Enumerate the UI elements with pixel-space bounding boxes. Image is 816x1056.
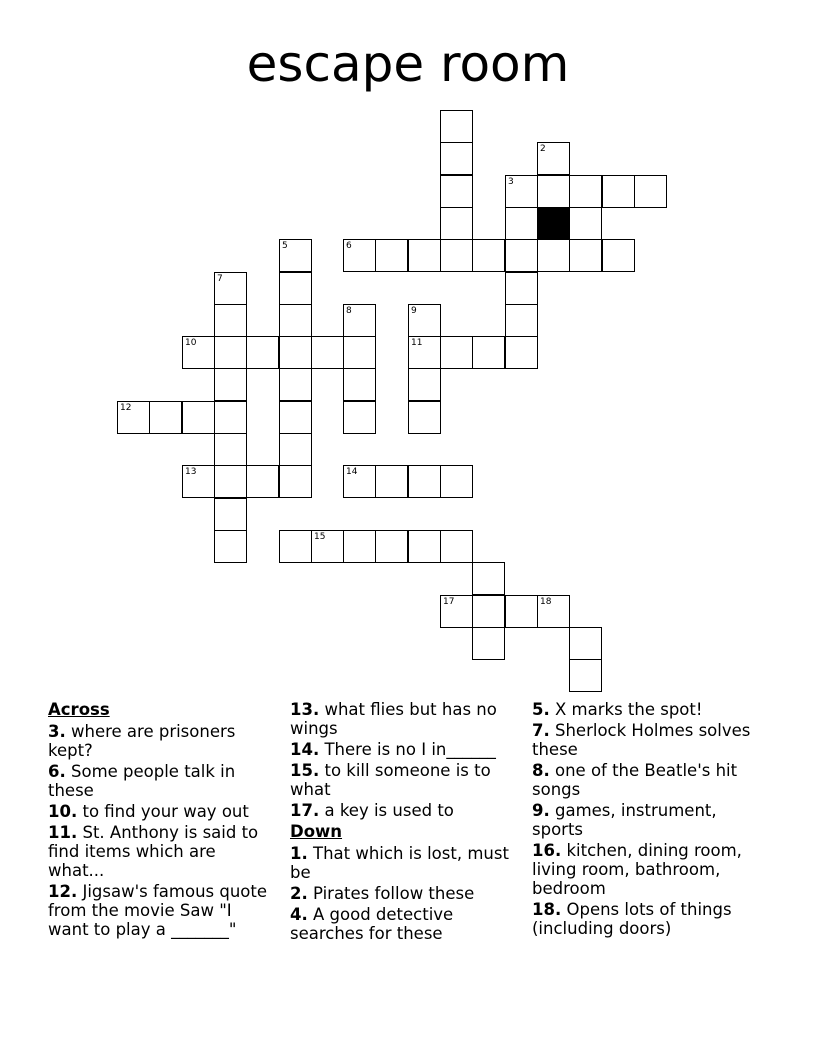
grid-cell[interactable] [408,368,441,401]
grid-cell[interactable] [537,239,570,272]
grid-cell[interactable] [214,530,247,563]
clue-label-number: 17. [290,801,320,820]
clue-item [48,802,276,821]
grid-cell[interactable] [279,304,312,337]
grid-cell[interactable] [408,336,441,369]
grid-cell[interactable] [472,595,505,628]
grid-cell[interactable] [343,465,376,498]
clue-item [48,762,276,800]
clue-item [532,841,768,898]
grid-cell[interactable] [569,627,602,660]
clue-number: 6 [346,241,352,251]
clue-item [290,801,518,820]
grid-cell[interactable] [279,368,312,401]
clue-label-number: 16. [532,841,562,860]
grid-cell[interactable] [279,272,312,305]
clue-text: where are prisoners kept? [48,722,236,760]
grid-cell[interactable] [569,175,602,208]
grid-cell[interactable] [440,110,473,143]
clue-label-number: 2. [290,884,308,903]
grid-cell[interactable] [440,530,473,563]
grid-cell[interactable] [440,239,473,272]
clue-item [532,700,768,719]
clue-item [290,740,518,759]
clue-text: Pirates follow these [307,884,475,903]
grid-cell[interactable] [440,142,473,175]
grid-cell[interactable] [569,207,602,240]
grid-cell[interactable] [408,465,441,498]
grid-cell[interactable] [279,336,312,369]
grid-cell[interactable] [311,336,344,369]
clue-text: to kill someone is to what [290,761,491,799]
puzzle-title: escape room [246,35,570,93]
clue-number: 2 [540,144,546,154]
clue-text: That which is lost, must be [290,844,509,882]
grid-cell[interactable] [537,595,570,628]
grid-cell[interactable] [214,304,247,337]
grid-cell[interactable] [214,465,247,498]
clues-column-2 [290,700,518,945]
clue-item [532,761,768,799]
clue-text: a key is used to [319,801,454,820]
clue-label-number: 6. [48,762,66,781]
clue-number: 10 [185,338,197,348]
clue-number: 7 [217,274,223,284]
grid-cell[interactable] [602,239,635,272]
grid-cell[interactable] [117,401,150,434]
grid-cell[interactable] [279,530,312,563]
grid-cell[interactable] [505,336,538,369]
clue-label-number: 7. [532,721,550,740]
grid-cell[interactable] [311,530,344,563]
grid-cell[interactable] [537,142,570,175]
grid-cell[interactable] [149,401,182,434]
clue-text: A good detective searches for these [290,905,454,943]
grid-cell[interactable] [214,272,247,305]
clue-text: There is no I in______ [319,740,496,759]
clue-text: games, instrument, sports [532,801,717,839]
clue-label-number: 11. [48,823,78,842]
clue-number: 18 [540,597,552,607]
clue-label-number: 13. [290,700,320,719]
grid-cell[interactable] [279,433,312,466]
clue-label-number: 18. [532,900,562,919]
clue-text: to find your way out [77,802,249,821]
clue-item [290,844,518,882]
grid-cell[interactable] [375,465,408,498]
grid-cell[interactable] [214,498,247,531]
clue-item [48,823,276,880]
grid-cell[interactable] [505,175,538,208]
grid-cell[interactable] [569,659,602,692]
clue-item [290,700,518,738]
grid-cell[interactable] [505,595,538,628]
grid-cell[interactable] [343,530,376,563]
grid-cell[interactable] [505,272,538,305]
clue-number: 5 [282,241,288,251]
clue-item [290,884,518,903]
grid-cell[interactable] [182,401,215,434]
clue-label-number: 14. [290,740,320,759]
grid-cell[interactable] [246,336,279,369]
clue-number: 11 [411,338,423,348]
clue-label-number: 9. [532,801,550,820]
grid-cell[interactable] [472,239,505,272]
grid-cell[interactable] [343,304,376,337]
clue-item [532,900,768,938]
clue-text: Opens lots of things (including doors) [532,900,732,938]
clue-number: 3 [508,177,514,187]
grid-cell[interactable] [214,368,247,401]
clue-label-number: 12. [48,882,78,901]
grid-cell[interactable] [246,465,279,498]
grid-cell[interactable] [472,336,505,369]
clue-number: 8 [346,306,352,316]
clue-text: Jigsaw's famous quote from the movie Saw "I want to play a _______" [48,882,268,939]
grid-cell[interactable] [537,175,570,208]
grid-cell[interactable] [279,239,312,272]
clue-text: Sherlock Holmes solves these [532,721,751,759]
grid-cell[interactable] [472,562,505,595]
grid-cell[interactable] [634,175,667,208]
grid-cell[interactable] [279,465,312,498]
clue-text: what flies but has no wings [290,700,497,738]
grid-cell[interactable] [472,627,505,660]
clue-item [48,722,276,760]
grid-cell[interactable] [375,530,408,563]
clue-text: kitchen, dining room, living room, bathroom, bedroom [532,841,742,898]
grid-cell[interactable] [279,401,312,434]
clue-text: St. Anthony is said to find items which are what... [48,823,259,880]
clue-number: 13 [185,467,197,477]
grid-cell[interactable] [440,175,473,208]
clue-text: one of the Beatle's hit songs [532,761,738,799]
grid-cell[interactable] [343,336,376,369]
grid-cell[interactable] [214,433,247,466]
clue-label-number: 8. [532,761,550,780]
grid-cell[interactable] [408,530,441,563]
clues-column-1 [48,700,276,941]
grid-cell[interactable] [505,207,538,240]
clue-label-number: 15. [290,761,320,780]
clue-number: 9 [411,306,417,316]
grid-cell[interactable] [505,239,538,272]
grid-cell[interactable] [440,336,473,369]
grid-cell[interactable] [375,239,408,272]
clue-item [532,721,768,759]
clue-number: 12 [120,403,132,413]
grid-cell[interactable] [408,304,441,337]
grid-cell[interactable] [343,239,376,272]
clue-label-number: 4. [290,905,308,924]
clue-item [532,801,768,839]
clue-number: 17 [443,597,455,607]
grid-cell[interactable] [505,304,538,337]
clue-label-number: 3. [48,722,66,741]
clues-column-3 [532,700,768,940]
clue-label-number: 5. [532,700,550,719]
grid-cell[interactable] [343,368,376,401]
grid-cell[interactable] [214,336,247,369]
clue-item [48,882,276,939]
clue-item [290,905,518,943]
across-header: Across [48,700,110,719]
grid-cell[interactable] [214,401,247,434]
clue-number: 14 [346,467,358,477]
clue-label-number: 10. [48,802,78,821]
grid-cell[interactable] [602,175,635,208]
grid-cell[interactable] [182,465,215,498]
clue-text: Some people talk in these [48,762,236,800]
grid-cell[interactable] [408,401,441,434]
grid-cell[interactable] [440,207,473,240]
grid-cell[interactable] [440,465,473,498]
grid-cell[interactable] [440,595,473,628]
clue-label-number: 1. [290,844,308,863]
grid-cell[interactable] [182,336,215,369]
clue-number: 15 [314,532,326,542]
down-header: Down [290,822,343,841]
grid-cell[interactable] [569,239,602,272]
grid-cell[interactable] [343,401,376,434]
clue-text: X marks the spot! [549,700,703,719]
clue-item [290,761,518,799]
grid-cell[interactable] [408,239,441,272]
black-cell [537,207,570,240]
